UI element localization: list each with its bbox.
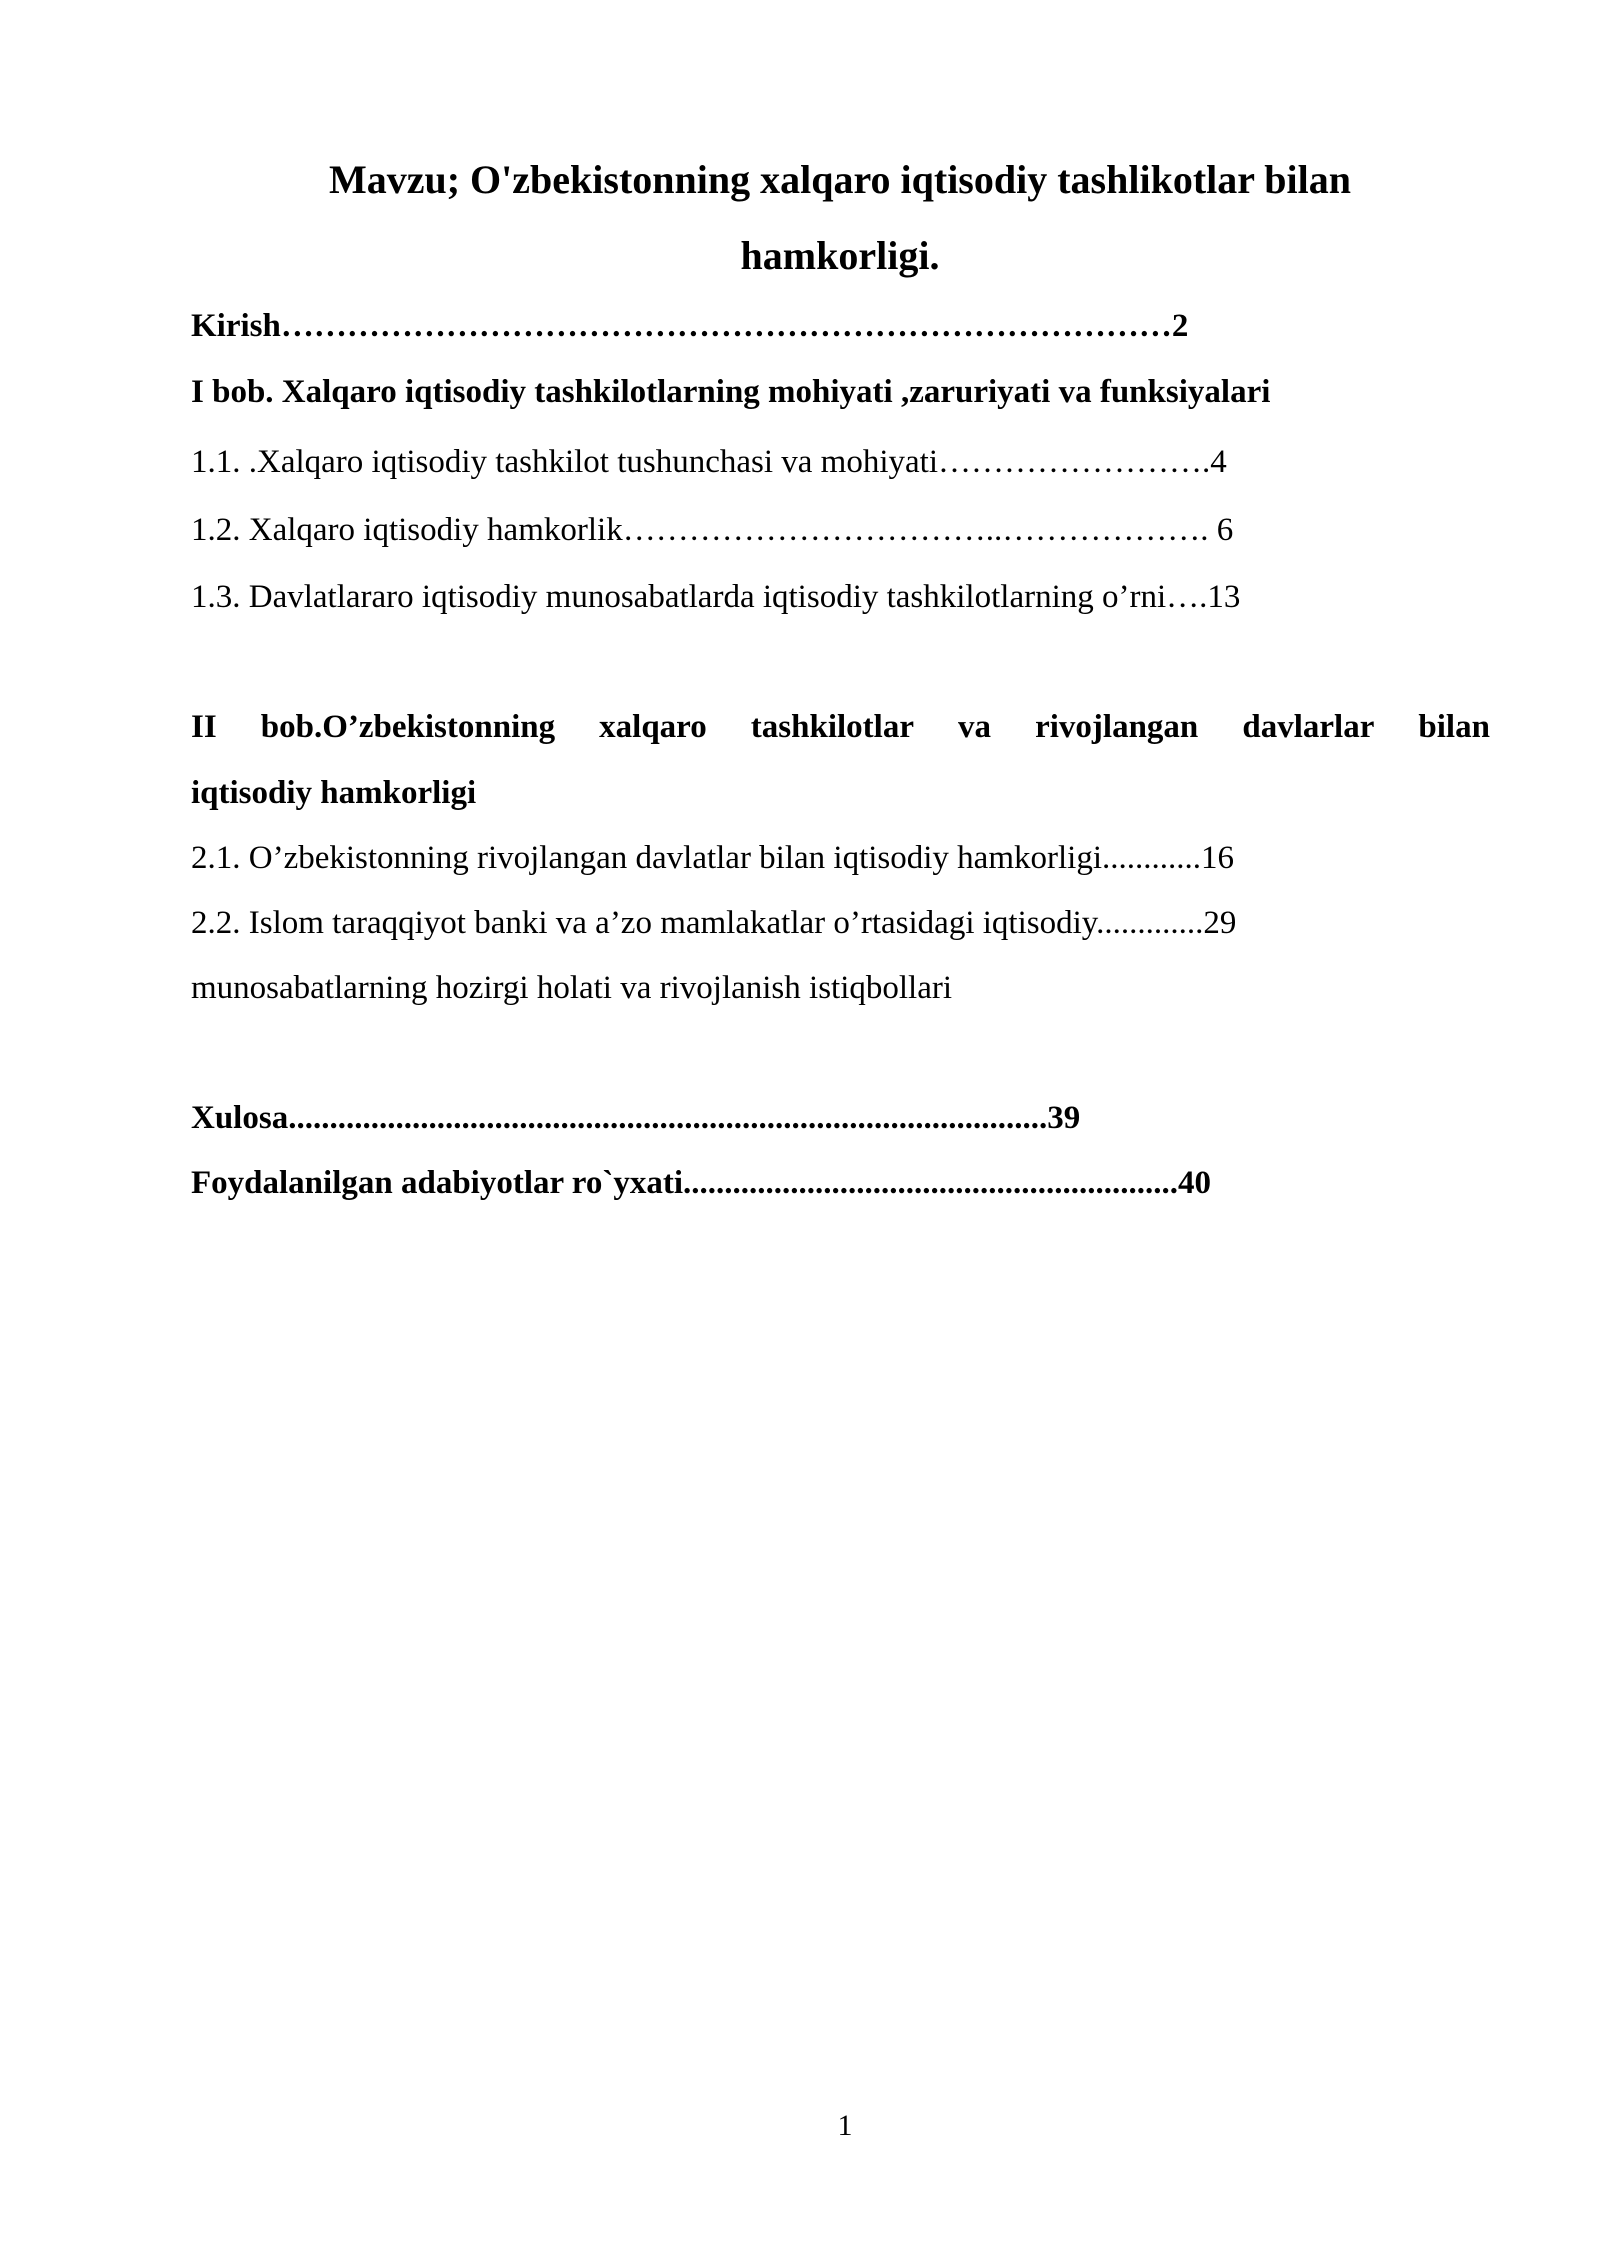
heading-word: davlarlar [1242, 709, 1375, 745]
toc-entry-2-1: 2.1. O’zbekistonning rivojlangan davlatlar bilan iqtisodiy hamkorligi............16 [191, 840, 1234, 876]
document-title-line-2: hamkorligi. [740, 233, 940, 278]
toc-chapter-2-heading-line-1 [191, 707, 1490, 747]
heading-word: va [958, 709, 992, 745]
toc-entry-1-1: 1.1. .Xalqaro iqtisodiy tashkilot tushunchasi va mohiyati…………………….4 [191, 444, 1227, 480]
toc-entry-1-2: 1.2. Xalqaro iqtisodiy hamkorlik……………………………..………………. 6 [191, 512, 1234, 548]
heading-word: xalqaro [599, 709, 707, 745]
heading-word: bob.O’zbekistonning [260, 709, 556, 745]
heading-word: rivojlangan [1035, 709, 1199, 745]
document-title-line-1: Mavzu; O'zbekistonning xalqaro iqtisodiy tashlikotlar bilan [328, 157, 1352, 202]
heading-word: tashkilotlar [750, 709, 914, 745]
toc-entry-kirish: Kirish………………………………………………………………………2 [191, 308, 1189, 344]
toc-chapter-2-heading-line-2: iqtisodiy hamkorligi [191, 775, 477, 811]
toc-entry-2-2-line-1: 2.2. Islom taraqqiyot banki va a’zo mamlakatlar o’rtasidagi iqtisodiy.............29 [191, 905, 1237, 941]
heading-word: bilan [1418, 709, 1490, 745]
page-number: 1 [837, 2109, 853, 2142]
toc-entry-xulosa: Xulosa............................................................................................39 [191, 1100, 1081, 1136]
toc-chapter-1-heading: I bob. Xalqaro iqtisodiy tashkilotlarning mohiyati ,zaruriyati va funksiyalari [191, 374, 1271, 410]
heading-word: II [191, 709, 217, 745]
toc-entry-1-3: 1.3. Davlatlararo iqtisodiy munosabatlarda iqtisodiy tashkilotlarning o’rni….13 [191, 579, 1241, 615]
toc-entry-adabiyotlar: Foydalanilgan adabiyotlar ro`yxati............................................................40 [191, 1165, 1212, 1201]
toc-entry-2-2-line-2: munosabatlarning hozirgi holati va rivojlanish istiqbollari [191, 970, 953, 1006]
